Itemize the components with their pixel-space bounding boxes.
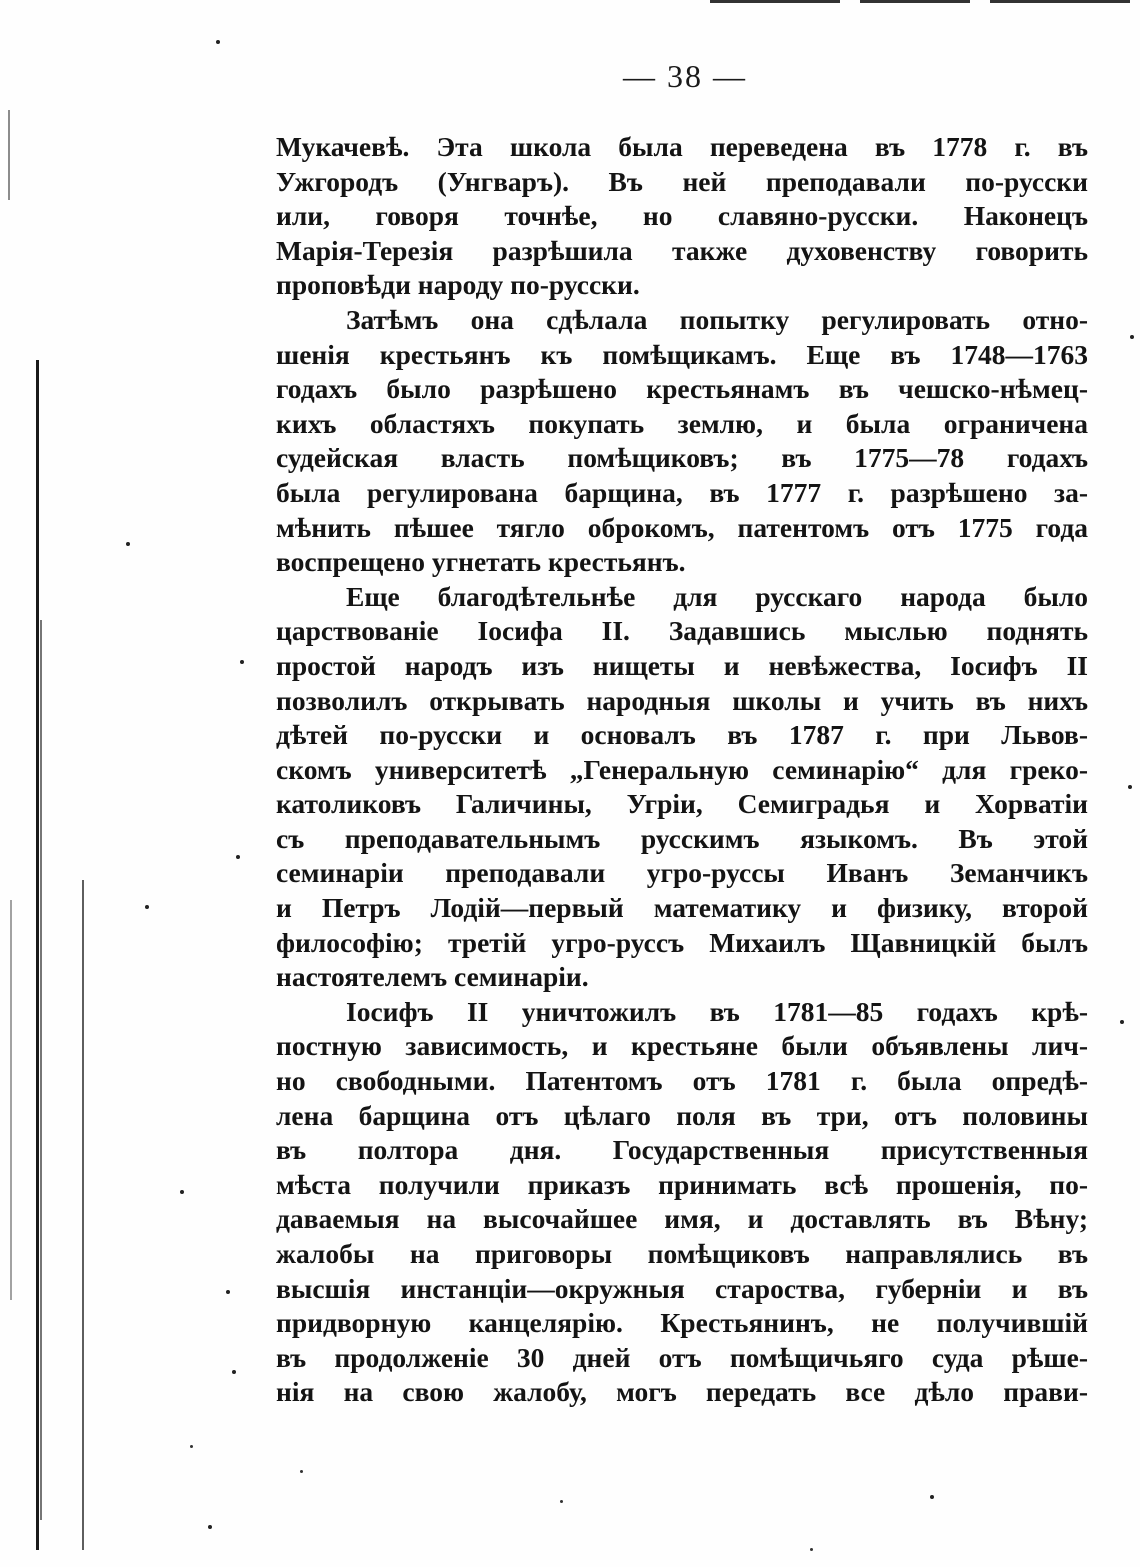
- text-line: Іосифъ II уничтожилъ въ 1781—85 годахъ крѣ-: [346, 995, 1088, 1027]
- scan-speck: [560, 1500, 563, 1503]
- top-edge-rule: [860, 0, 970, 3]
- scan-speck: [126, 542, 130, 546]
- binding-edge-line: [8, 110, 10, 200]
- text-line: жалобы на приговоры помѣщиковъ направлялись въ: [276, 1238, 1088, 1269]
- text-line: проповѣди народу по-русски.: [276, 269, 640, 301]
- scan-speck: [1120, 1020, 1124, 1024]
- text-line: Мукачевѣ. Эта школа была переведена въ 1778 г. въ: [276, 131, 1088, 162]
- text-line: судейская власть помѣщиковъ; въ 1775—78 годахъ: [276, 442, 1088, 474]
- text-line: воспрещено угнетать крестьянъ.: [276, 546, 686, 578]
- top-edge-rule: [710, 0, 840, 3]
- text-line: Марія-Терезія разрѣшила также духовенству говорить: [276, 234, 1088, 266]
- text-line: годахъ было разрѣшено крестьянамъ въ чешско-нѣмец-: [276, 373, 1088, 405]
- text-line: мѣста получили приказъ принимать всѣ прошенія, по-: [276, 1168, 1088, 1200]
- text-line: шенія крестьянъ къ помѣщикамъ. Еще въ 1748—1763: [276, 338, 1088, 370]
- scan-speck: [226, 1290, 230, 1294]
- text-line: семинаріи преподавали угро-руссы Иванъ Земанчикъ: [276, 857, 1088, 889]
- scan-speck: [1128, 785, 1132, 789]
- text-line: настоятелемъ семинаріи.: [276, 961, 589, 993]
- top-edge-rule: [990, 0, 1130, 3]
- text-line: мѣнить пѣшее тягло оброкомъ, патентомъ отъ 1775 года: [276, 511, 1088, 543]
- text-line: католиковъ Галичины, Угріи, Семиградья и Хорватіи: [276, 788, 1088, 820]
- text-line: съ преподавательнымъ русскимъ языкомъ. Въ этой: [276, 822, 1088, 854]
- binding-edge-line: [10, 900, 12, 1300]
- scan-speck: [240, 660, 244, 664]
- text-line: придворную канцелярію. Крестьянинъ, не получившій: [276, 1307, 1088, 1339]
- body-text: [276, 130, 1088, 1410]
- scan-speck: [145, 905, 149, 909]
- scan-speck: [208, 1525, 212, 1529]
- text-line: Затѣмъ она сдѣлала попытку регулировать отно-: [346, 303, 1088, 335]
- scan-speck: [216, 40, 220, 44]
- binding-edge-line: [40, 620, 42, 1520]
- text-line: скомъ университетѣ „Генеральную семинарію“ для греко-: [276, 753, 1088, 785]
- text-line: даваемыя на высочайшее имя, и доставлять въ Вѣну;: [276, 1203, 1088, 1235]
- page-number: — 38 —: [623, 58, 747, 94]
- scan-speck: [930, 1495, 934, 1499]
- text-line: нія на свою жалобу, могъ передать все дѣло прави-: [276, 1376, 1088, 1408]
- text-line: лена барщина отъ цѣлаго поля въ три, отъ половины: [276, 1099, 1088, 1131]
- binding-edge-line: [82, 880, 84, 1550]
- text-line: простой народъ изъ нищеты и невѣжества, Іосифъ II: [276, 649, 1088, 681]
- scan-speck: [236, 855, 240, 859]
- scan-speck: [180, 1190, 184, 1194]
- scan-speck: [300, 1470, 303, 1473]
- scan-speck: [810, 1548, 813, 1551]
- text-line: и Петръ Лодій—первый математику и физику, второй: [276, 892, 1088, 924]
- scan-speck: [190, 1445, 193, 1448]
- text-line: позволилъ открывать народныя школы и учить въ нихъ: [276, 684, 1088, 716]
- text-line: философію; третій угро-руссъ Михаилъ Щавницкій былъ: [276, 926, 1088, 958]
- text-line: въ продолженіе 30 дней отъ помѣщичьяго суда рѣше-: [276, 1341, 1088, 1373]
- text-line: въ полтора дня. Государственныя присутственныя: [276, 1134, 1088, 1166]
- scan-speck: [1130, 335, 1134, 339]
- text-line: Еще благодѣтельнѣе для русскаго народа было: [346, 580, 1088, 612]
- text-line: постную зависимость, и крестьяне были объявлены лич-: [276, 1030, 1088, 1062]
- text-line: высшія инстанціи—окружныя староства, губерніи и въ: [276, 1272, 1088, 1304]
- scan-speck: [232, 1370, 236, 1374]
- text-line: Ужгородъ (Унгваръ). Въ ней преподавали по-русски: [276, 165, 1088, 197]
- text-line: царствованіе Іосифа II. Задавшись мыслью поднять: [276, 615, 1088, 647]
- text-line: была регулирована барщина, въ 1777 г. разрѣшено за-: [276, 476, 1088, 508]
- text-line: но свободными. Патентомъ отъ 1781 г. была опредѣ-: [276, 1065, 1088, 1097]
- text-line: кихъ областяхъ покупать землю, и была ограничена: [276, 407, 1088, 439]
- text-line: дѣтей по-русски и основалъ въ 1787 г. при Львов-: [276, 719, 1088, 751]
- text-line: или, говоря точнѣе, но славяно-русски. Наконецъ: [276, 200, 1088, 232]
- binding-edge-line: [36, 360, 39, 1550]
